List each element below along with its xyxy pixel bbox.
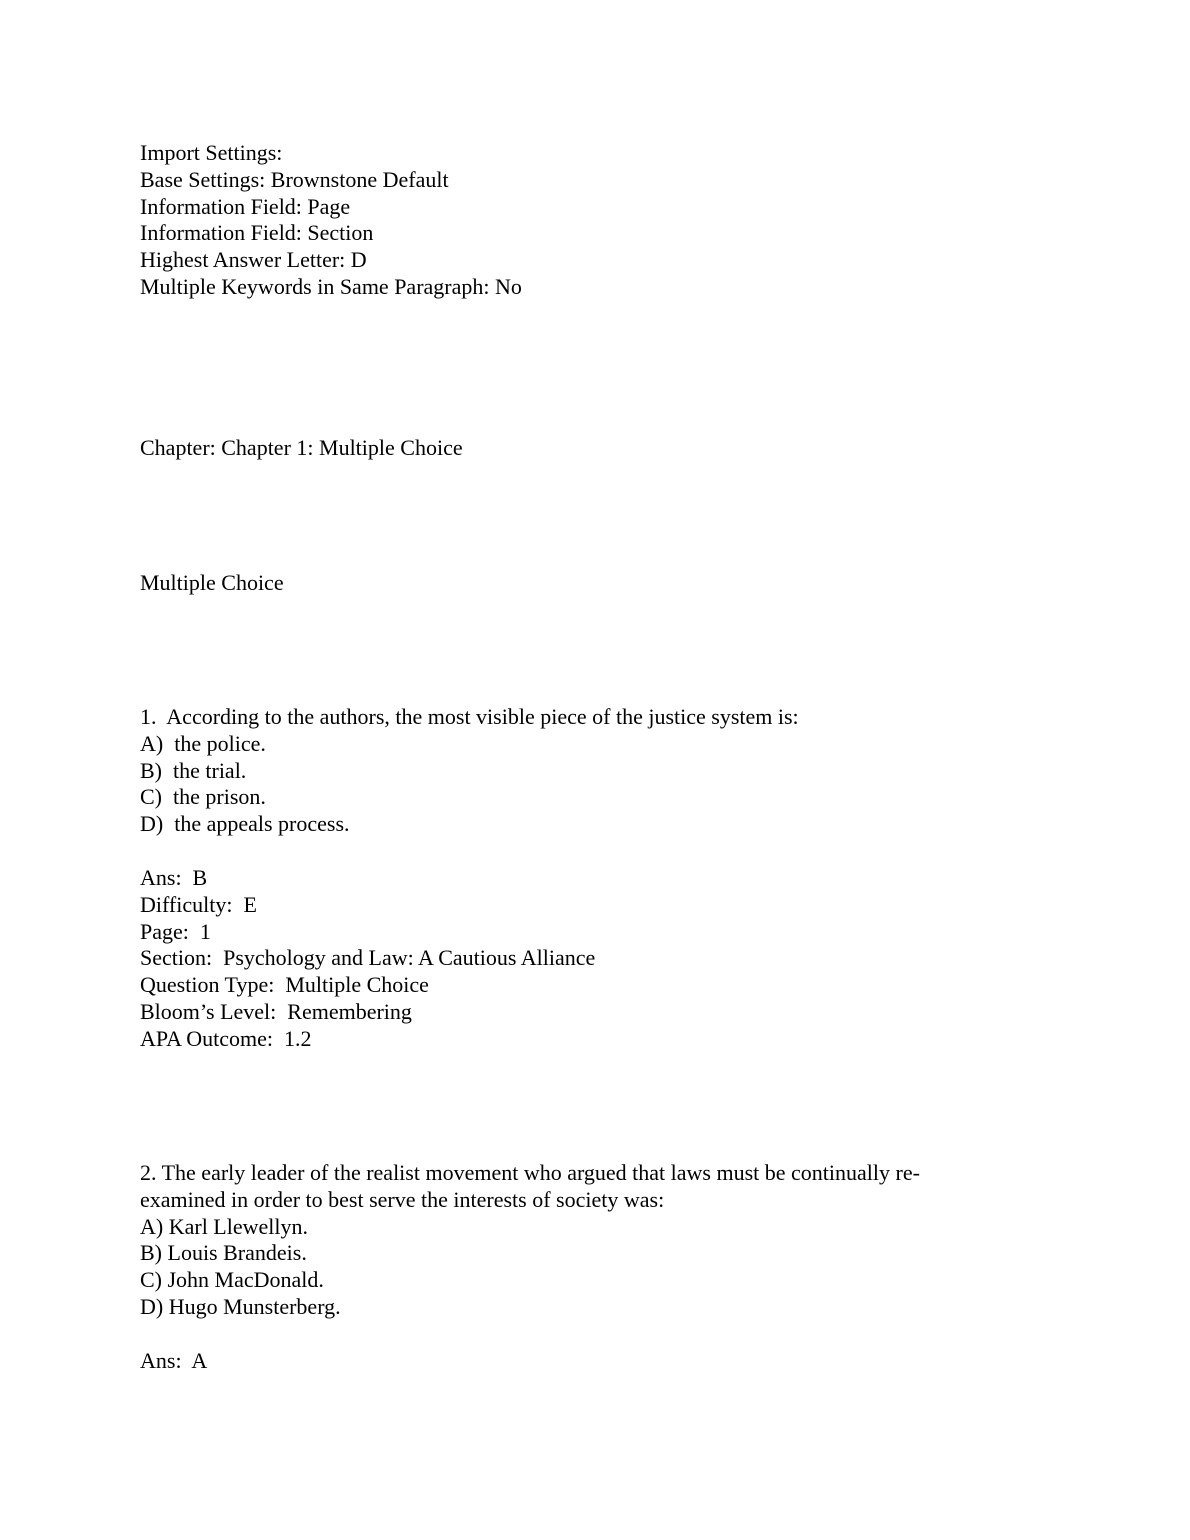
section-heading: Multiple Choice — [140, 570, 284, 595]
question-2 — [140, 1160, 1040, 1321]
chapter-title-block — [140, 435, 1040, 462]
answer-option-c: C) the prison. — [140, 784, 266, 810]
import-settings-block — [140, 140, 1040, 301]
answer-option-d: D) the appeals process. — [140, 811, 350, 837]
answer-option-a: A) the police. — [140, 730, 266, 756]
question-stem: 1. According to the authors, the most visible piece of the justice system is: — [140, 704, 799, 729]
question-stem-line-2: examined in order to best serve the interests of society was: — [140, 1186, 665, 1212]
import-settings-title: Import Settings: — [140, 140, 283, 165]
question-1-metadata — [140, 865, 1040, 1053]
blooms-level: Bloom’s Level: Remembering — [140, 998, 412, 1024]
section-heading-block — [140, 570, 1040, 597]
question-stem-line-1: 2. The early leader of the realist movement who argued that laws must be continually re- — [140, 1160, 920, 1185]
question-1 — [140, 704, 1040, 838]
answer-option-a: A) Karl Llewellyn. — [140, 1213, 308, 1239]
chapter-title: Chapter: Chapter 1: Multiple Choice — [140, 435, 463, 460]
answer-option-c: C) John MacDonald. — [140, 1267, 324, 1293]
info-field-section-line: Information Field: Section — [140, 220, 374, 246]
answer-option-b: B) the trial. — [140, 757, 247, 783]
highest-answer-letter-line: Highest Answer Letter: D — [140, 247, 367, 273]
base-settings-line: Base Settings: Brownstone Default — [140, 166, 449, 192]
section-reference: Section: Psychology and Law: A Cautious Alliance — [140, 945, 596, 971]
multiple-keywords-line: Multiple Keywords in Same Paragraph: No — [140, 273, 522, 299]
apa-outcome: APA Outcome: 1.2 — [140, 1025, 312, 1051]
page-reference: Page: 1 — [140, 918, 211, 944]
difficulty: Difficulty: E — [140, 891, 257, 917]
answer-option-d: D) Hugo Munsterberg. — [140, 1293, 341, 1319]
question-type: Question Type: Multiple Choice — [140, 972, 429, 998]
answer-key: Ans: B — [140, 865, 208, 890]
answer-option-b: B) Louis Brandeis. — [140, 1240, 307, 1266]
question-2-metadata — [140, 1348, 1040, 1375]
answer-key: Ans: A — [140, 1348, 208, 1373]
info-field-page-line: Information Field: Page — [140, 193, 351, 219]
